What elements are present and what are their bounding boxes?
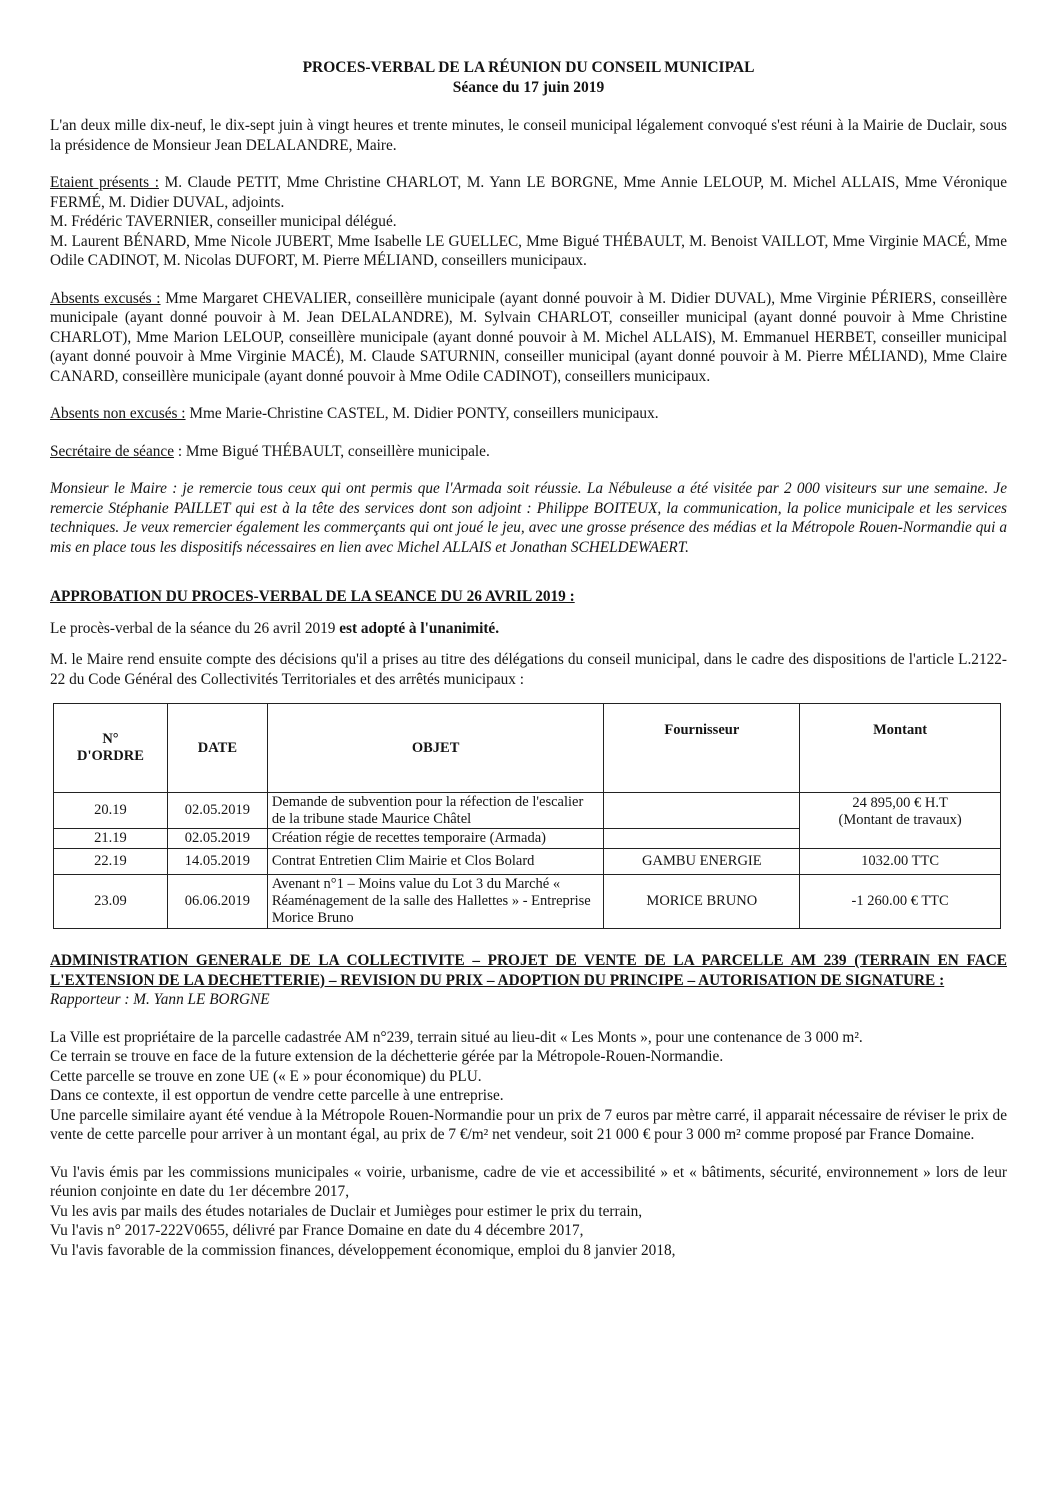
excuses-paragraph [50, 289, 1007, 387]
approbation-text-a: Le procès-verbal de la séance du 26 avril 2019 [50, 619, 340, 637]
admin-p3: Cette parcelle se trouve en zone UE (« E » pour économique) du PLU. [50, 1067, 482, 1085]
rapporteur: Rapporteur : M. Yann LE BORGNE [50, 991, 270, 1008]
table-row [54, 875, 1001, 929]
header-date: DATE [167, 704, 267, 793]
table-header-row [54, 704, 1001, 793]
presents-paragraph [50, 173, 1007, 212]
header-ordre: N° D'ORDRE [54, 704, 168, 793]
table-row [54, 793, 1001, 829]
presents-conseillers: M. Laurent BÉNARD, Mme Nicole JUBERT, Mme Isabelle LE GUELLEC, Mme Bigué THÉBAULT, M. Benoist VAILLOT, Mme Virginie MACÉ, Mme Odile CADINOT, M. Nicolas DUFORT, M. Pierre MÉLIAND, conseillers municipaux. [50, 232, 1007, 269]
decisions-paragraph: M. le Maire rend ensuite compte des décisions qu'il a prises au titre des délégations du conseil municipal, dans le cadre des dispositions de l'article L.2122-22 du Code Général des Collectivités Territoriales et des arrêtés municipaux : [50, 651, 1007, 688]
cell-ordre: 23.09 [54, 875, 168, 929]
cell-montant: -1 260.00 € TTC [800, 875, 1001, 929]
document-page [50, 58, 1007, 1260]
cell-fournisseur: MORICE BRUNO [604, 875, 800, 929]
cell-montant: 1032.00 TTC [800, 849, 1001, 875]
non-excuses-paragraph [50, 404, 1007, 424]
decisions-table [53, 703, 1001, 929]
non-excuses-label: Absents non excusés : [50, 405, 186, 422]
cell-objet: Contrat Entretien Clim Mairie et Clos Bolard [267, 849, 604, 875]
cell-ordre: 20.19 [54, 793, 168, 829]
admin-p1: La Ville est propriétaire de la parcelle cadastrée AM n°239, terrain situé au lieu-dit « Les Monts », pour une contenance de 3 000 m². [50, 1028, 863, 1046]
header-objet: OBJET [267, 704, 604, 793]
secretaire-label: Secrétaire de séance [50, 442, 174, 460]
secretaire-text: : Mme Bigué THÉBAULT, conseillère municipale. [174, 442, 490, 460]
intro-paragraph: L'an deux mille dix-neuf, le dix-sept juin à vingt heures et trente minutes, le conseil municipal légalement convoqué s'est réuni à la Mairie de Duclair, sous la présidence de Monsieur Jean DELALANDRE, Maire. [50, 117, 1007, 154]
admin-p2: Ce terrain se trouve en face de la future extension de la déchetterie gérée par la Métropole-Rouen-Normandie. [50, 1048, 724, 1065]
cell-ordre: 22.19 [54, 849, 168, 875]
admin-heading: ADMINISTRATION GENERALE DE LA COLLECTIVITE – PROJET DE VENTE DE LA PARCELLE AM 239 (TERRAIN EN FACE L'EXTENSION DE LA DECHETTERIE) – REVISION DU PRIX – ADOPTION DU PRINCIPE – AUTORISATION DE SIGNATURE : [50, 952, 1007, 989]
presents-delegue: M. Frédéric TAVERNIER, conseiller municipal délégué. [50, 213, 397, 230]
cell-date: 14.05.2019 [167, 849, 267, 875]
maire-speech: Monsieur le Maire : je remercie tous ceux qui ont permis que l'Armada soit réussie. La Nébuleuse a été visitée par 2 000 visiteurs sur une semaine. Je remercie Stéphanie PAILLET qui est à la tête des services dont son adjoint : Philippe BOITEUX, la communication, la police municipale et les services techniques. Je veux remercier également les commerçants qui ont joué le jeu, avec une grosse présence des médias et la Métropole Rouen-Normandie qui a mis en place tous les dispositifs nécessaires en lien avec Michel ALLAIS et Jonathan SCHELDEWAERT. [50, 480, 1007, 556]
cell-date: 02.05.2019 [167, 829, 267, 849]
header-fournisseur: Fournisseur [604, 704, 800, 793]
cell-objet: Demande de subvention pour la réfection de l'escalier de la tribune stade Maurice Châtel [267, 793, 604, 829]
session-date: Séance du 17 juin 2019 [452, 79, 605, 96]
non-excuses-text: Mme Marie-Christine CASTEL, M. Didier PONTY, conseillers municipaux. [185, 405, 659, 422]
vu-4: Vu l'avis favorable de la commission finances, développement économique, emploi du 8 janvier 2018, [50, 1241, 676, 1259]
cell-ordre: 21.19 [54, 829, 168, 849]
vu-2: Vu les avis par mails des études notariales de Duclair et Jumièges pour estimer le prix du terrain, [50, 1202, 643, 1220]
cell-montant: 24 895,00 € H.T (Montant de travaux) [800, 793, 1001, 849]
cell-objet: Création régie de recettes temporaire (Armada) [267, 829, 604, 849]
presents-text: M. Claude PETIT, Mme Christine CHARLOT, M. Yann LE BORGNE, Mme Annie LELOUP, M. Michel ALLAIS, Mme Véronique FERMÉ, M. Didier DUVAL, adjoints. [50, 174, 1007, 211]
excuses-label: Absents excusés : [50, 289, 161, 307]
document-title: PROCES-VERBAL DE LA RÉUNION DU CONSEIL MUNICIPAL [302, 59, 755, 76]
vu-3: Vu l'avis n° 2017-222V0655, délivré par France Domaine en date du 4 décembre 2017, [50, 1222, 584, 1239]
approbation-heading: APPROBATION DU PROCES-VERBAL DE LA SEANCE DU 26 AVRIL 2019 : [50, 588, 575, 605]
cell-fournisseur [604, 793, 800, 829]
admin-p4: Dans ce contexte, il est opportun de vendre cette parcelle à une entreprise. [50, 1087, 504, 1104]
approbation-text [50, 619, 1007, 639]
vu-1: Vu l'avis émis par les commissions municipales « voirie, urbanisme, cadre de vie et accessibilité » et « bâtiments, sécurité, environnement » lors de leur réunion conjointe en date du 1er décembre 2017, [50, 1163, 1007, 1200]
approbation-text-b: est adopté à l'unanimité. [339, 619, 500, 637]
cell-date: 02.05.2019 [167, 793, 267, 829]
header-montant: Montant [800, 704, 1001, 793]
secretaire-paragraph [50, 442, 1007, 462]
cell-fournisseur [604, 829, 800, 849]
admin-p5: Une parcelle similaire ayant été vendue à la Métropole Rouen-Normandie pour un prix de 7 euros par mètre carré, il apparait nécessaire de réviser le prix de vente de cette parcelle pour arriver à un montant égal, au prix de 7 €/m² net vendeur, soit 21 000 € pour 3 000 m² comme proposé par France Domaine. [50, 1106, 1007, 1143]
excuses-text: Mme Margaret CHEVALIER, conseillère municipale (ayant donné pouvoir à M. Didier DUVAL), Mme Virginie PÉRIERS, conseillère municipale (ayant donné pouvoir à M. Jean DELALANDRE), M. Sylvain CHARLOT, conseiller municipal (ayant donné pouvoir à Mme Christine CHARLOT), Mme Marion LELOUP, conseillère municipale (ayant donné pouvoir à M. Michel ALLAIS), M. Emmanuel HERBET, conseiller municipal (ayant donné pouvoir à Mme Virginie MACÉ), M. Claude SATURNIN, conseiller municipal (ayant donné pouvoir à M. Pierre MÉLIAND), Mme Claire CANARD, conseillère municipale (ayant donné pouvoir à Mme Odile CADINOT), conseillers municipaux. [50, 289, 1007, 385]
presents-label: Etaient présents : [50, 174, 159, 191]
table-row [54, 849, 1001, 875]
cell-date: 06.06.2019 [167, 875, 267, 929]
cell-fournisseur: GAMBU ENERGIE [604, 849, 800, 875]
cell-objet: Avenant n°1 – Moins value du Lot 3 du Marché « Réaménagement de la salle des Hallettes » - Entreprise Morice Bruno [267, 875, 604, 929]
